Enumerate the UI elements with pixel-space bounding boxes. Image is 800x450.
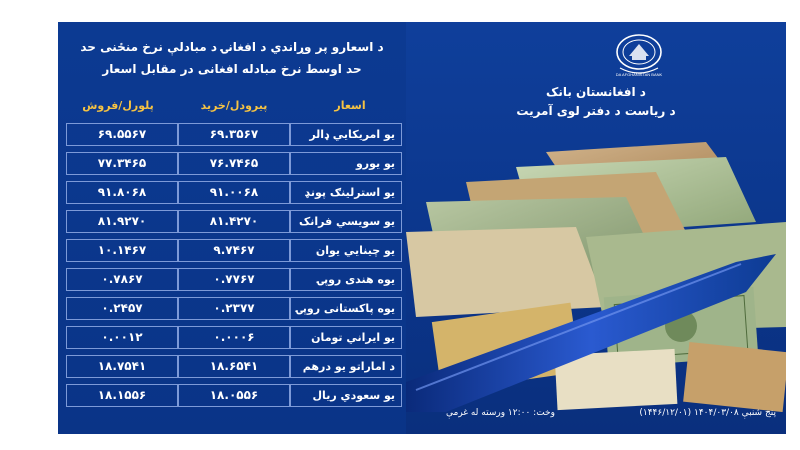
buy-rate-cell: ۸۱.۴۲۷۰ xyxy=(178,210,290,233)
table-row xyxy=(58,152,406,181)
currency-cell: یو ایراني تومان xyxy=(290,326,402,349)
banknotes-illustration xyxy=(406,142,786,412)
currency-cell: یو سویسي فرانک xyxy=(290,210,402,233)
buy-rate-cell: ۰.۷۷۶۷ xyxy=(178,268,290,291)
svg-text:DA AFGHANISTAN BANK: DA AFGHANISTAN BANK xyxy=(615,72,663,77)
buy-rate-cell: ۱۸.۶۵۴۱ xyxy=(178,355,290,378)
sell-rate-cell: ۰.۲۴۵۷ xyxy=(66,297,178,320)
exchange-rate-board xyxy=(58,22,786,434)
sell-rate-cell: ۸۱.۹۲۷۰ xyxy=(66,210,178,233)
buy-rate-cell: ۱۸.۰۵۵۶ xyxy=(178,384,290,407)
title-dari: حد اوسط نرخ مبادله افغانی در مقابل اسعار xyxy=(102,62,362,76)
currency-cell: یوه هندی روپۍ xyxy=(290,268,402,291)
currency-cell: یو استرلینګ پونډ xyxy=(290,181,402,204)
buy-rate-cell: ۰.۰۰۰۶ xyxy=(178,326,290,349)
bank-name: د افغانستان بانک xyxy=(546,85,646,99)
table-row xyxy=(58,384,406,413)
table-row xyxy=(58,239,406,268)
table-row xyxy=(58,123,406,152)
sell-rate-cell: ۱۸.۱۵۵۶ xyxy=(66,384,178,407)
table-row xyxy=(58,297,406,326)
sell-rate-cell: ۰.۷۸۶۷ xyxy=(66,268,178,291)
currency-cell: یوه پاکستانی روپۍ xyxy=(290,297,402,320)
rate-table-panel xyxy=(58,22,406,434)
column-header-currency: اسعار xyxy=(334,99,366,112)
buy-rate-cell: ۶۹.۳۵۶۷ xyxy=(178,123,290,146)
buy-rate-cell: ۹.۷۴۶۷ xyxy=(178,239,290,262)
title-pashto: د اسعارو پر وړاندي د افغانۍ د مبادلې نرخ منځنی حد xyxy=(80,40,384,54)
sell-rate-cell: ۶۹.۵۵۶۷ xyxy=(66,123,178,146)
branding-panel xyxy=(406,22,786,434)
buy-rate-cell: ۹۱.۰۰۶۸ xyxy=(178,181,290,204)
bank-logo xyxy=(612,32,666,80)
time-label: وخت: ۱۲:۰۰ ورسته له غرمې xyxy=(446,408,555,418)
sell-rate-cell: ۱۸.۷۵۴۱ xyxy=(66,355,178,378)
currency-cell: د اماراتو یو درهم xyxy=(290,355,402,378)
table-row xyxy=(58,268,406,297)
table-header xyxy=(58,99,406,121)
table-row xyxy=(58,355,406,384)
currency-cell: یو امریکایي ډالر xyxy=(290,123,402,146)
table-row xyxy=(58,181,406,210)
date-label: پنج شنبې ۱۴۰۴/۰۳/۰۸ (۱۴۴۶/۱۲/۰۱) xyxy=(639,408,776,418)
table-row xyxy=(58,326,406,355)
buy-rate-cell: ۷۶.۷۴۶۵ xyxy=(178,152,290,175)
sell-rate-cell: ۰.۰۰۱۲ xyxy=(66,326,178,349)
sell-rate-cell: ۱۰.۱۴۶۷ xyxy=(66,239,178,262)
currency-cell: یو چینایي یوان xyxy=(290,239,402,262)
currency-cell: یو سعودي ریال xyxy=(290,384,402,407)
column-header-sell: پلورل/فروش xyxy=(82,99,154,112)
bank-department: د ریاست د دفتر لوی آمریت xyxy=(516,104,676,118)
buy-rate-cell: ۰.۲۳۷۷ xyxy=(178,297,290,320)
currency-cell: یو یورو xyxy=(290,152,402,175)
sell-rate-cell: ۹۱.۸۰۶۸ xyxy=(66,181,178,204)
board-title xyxy=(58,36,406,80)
rate-table-body xyxy=(58,123,406,413)
table-row xyxy=(58,210,406,239)
column-header-buy: پیرودل/خرید xyxy=(200,99,268,112)
sell-rate-cell: ۷۷.۳۴۶۵ xyxy=(66,152,178,175)
